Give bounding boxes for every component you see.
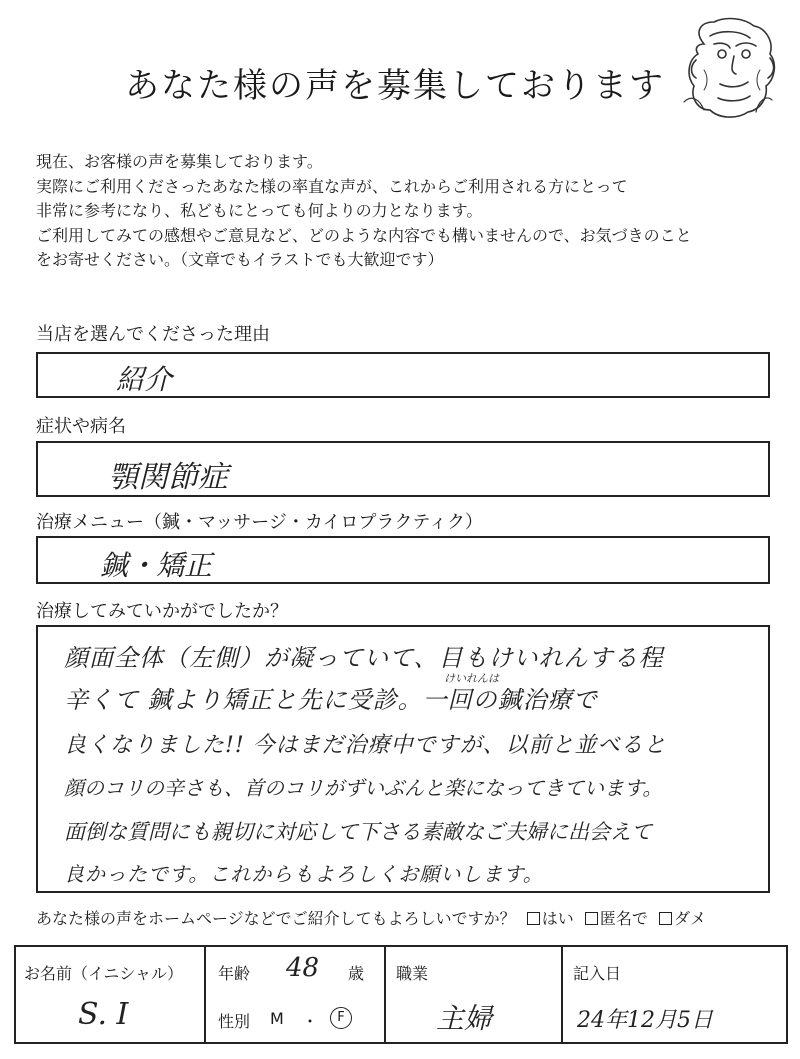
impression-line: 顔のコリの辛さも、首のコリがずいぶんと楽になってきています。 [64,776,663,800]
intro-text [36,150,776,273]
consent-option-label: ダメ [674,909,707,928]
consent-option-no[interactable] [659,909,706,928]
caricature-portrait-icon [674,14,782,122]
reason-label: 当店を選んでくださった理由 [36,324,270,345]
consent-question: あなた様の声をホームページなどでご紹介してもよろしいですか？ [36,909,516,928]
impression-line: 面倒な質問にも親切に対応して下さる素敵なご夫婦に出会えて [64,820,652,844]
age-sex-cell [205,946,385,1043]
impression-ruby: けいれんは [444,672,499,685]
impression-line: 良くなりました!! 今はまだ治療中ですが、以前と並べると [64,733,667,758]
menu-answer: 鍼・矯正 [100,549,213,582]
sex-separator: ・ [302,1012,319,1031]
menu-label: 治療メニュー（鍼・マッサージ・カイロプラクティク） [36,512,483,533]
intro-line: 実際にご利用くださったあなた様の率直な声が、これからご利用される方にとって [36,176,628,196]
sex-option-female-circled: F [330,1007,352,1029]
sex-label: 性別 [218,1012,251,1031]
job-value: 主婦 [436,1002,493,1035]
intro-line: 非常に参考になり、私どもにとっても何よりの力となります。 [36,201,483,220]
info-table [14,945,788,1044]
impression-label: 治療してみていかがでしたか？ [36,601,288,622]
date-value: 24年12月5日 [577,1008,713,1033]
symptom-answer: 顎関節症 [108,460,228,495]
date-label: 記入日 [573,964,622,983]
age-value: 48 [286,953,320,983]
symptom-label: 症状や病名 [36,416,126,437]
form-title: あなた様の声を募集しております [125,66,665,106]
consent-option-label: 匿名で [599,909,648,928]
symptom-answer-box [36,441,770,497]
name-value: S. I [78,997,129,1032]
checkbox-icon[interactable] [527,912,540,925]
checkbox-icon[interactable] [585,912,598,925]
checkbox-icon[interactable] [659,912,672,925]
job-label: 職業 [396,964,429,983]
impression-line: 顔面全体（左側）が凝っていて、目もけいれんする程 [64,644,664,672]
intro-line: ご利用してみての感想やご意見など、どのような内容でも構いませんので、お気づきのこと [36,225,692,245]
consent-option-yes[interactable] [527,909,574,928]
impression-line: 辛くて 鍼より矯正と先に受診。一回の鍼治療で [64,686,598,714]
name-label: お名前（イニシャル） [24,964,184,983]
sex-option-male: M [270,1009,284,1028]
reason-answer: 紹介 [116,363,173,396]
intro-line: 現在、お客様の声を募集しております。 [36,152,323,171]
impression-line: 良かったです。これからもよろしくお願いします。 [64,862,544,886]
age-label: 年齢 [218,964,251,983]
age-unit: 歳 [348,964,365,983]
date-cell [562,946,787,1043]
consent-row [36,906,706,929]
intro-line: をお寄せください。（文章でもイラストでも大歓迎です） [36,250,444,269]
name-cell [15,946,205,1043]
reason-answer-box [36,352,770,398]
consent-option-anonymous[interactable] [585,909,648,928]
job-cell [385,946,562,1043]
menu-answer-box [36,536,770,584]
consent-option-label: はい [541,909,574,928]
